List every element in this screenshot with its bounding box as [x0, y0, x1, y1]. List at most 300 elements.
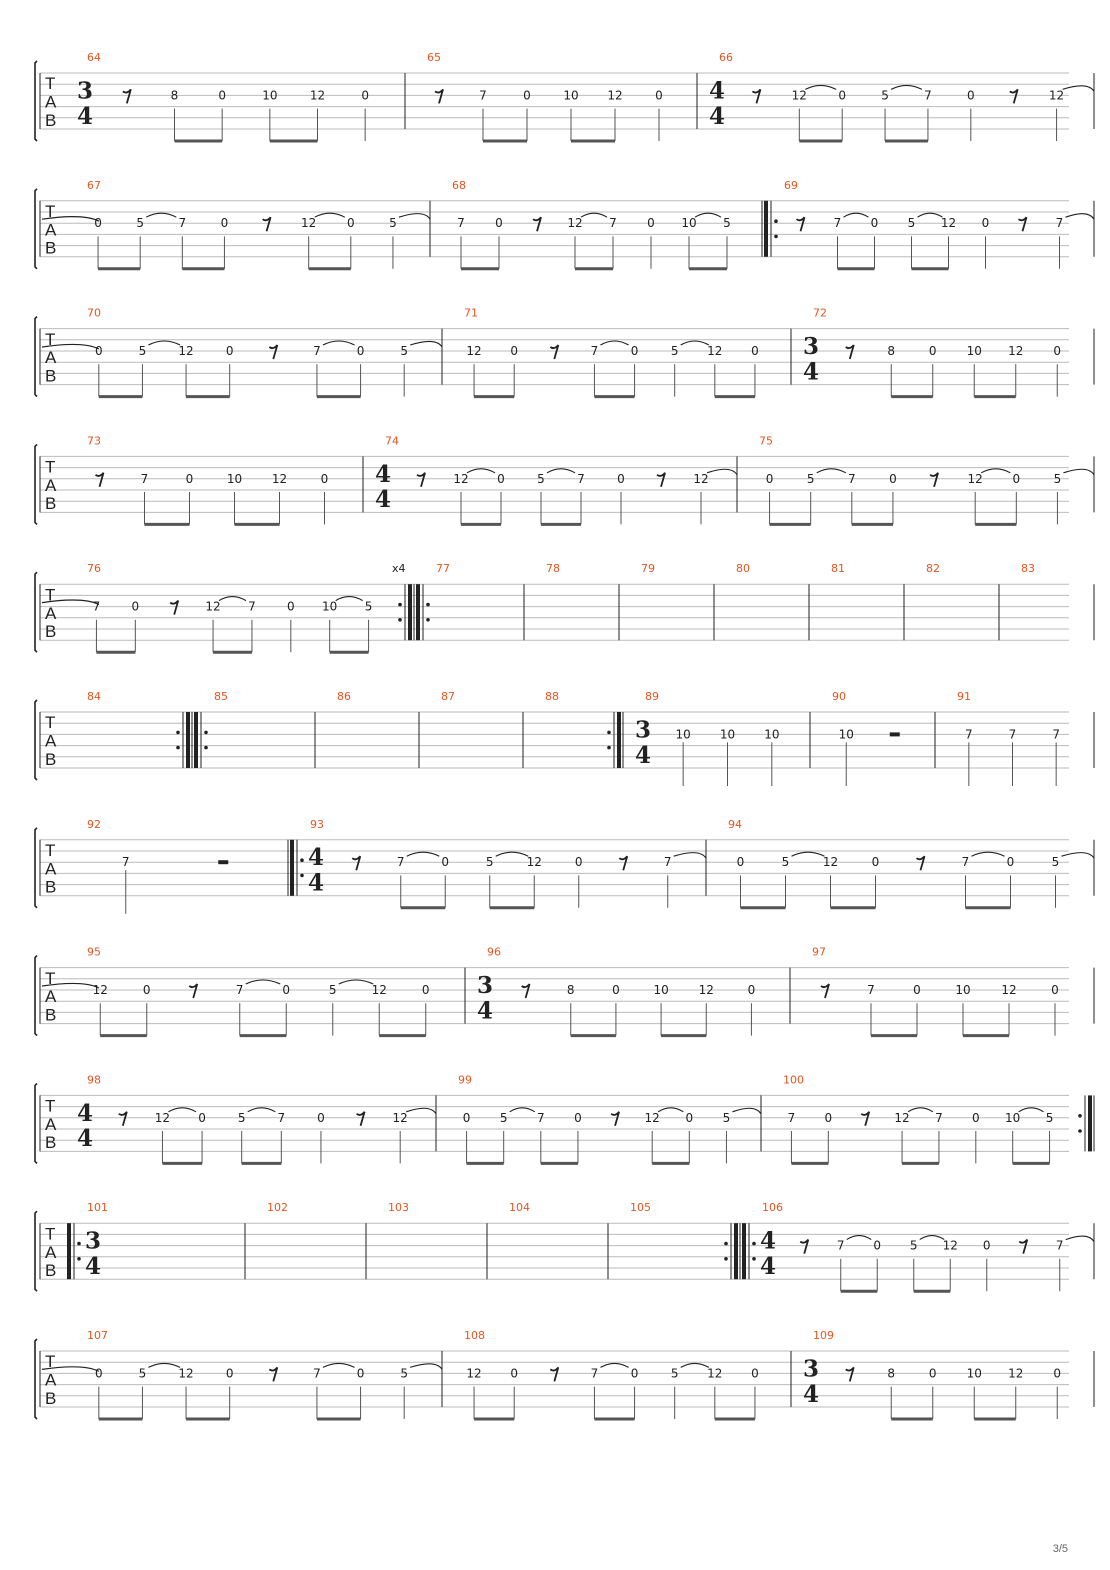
measure-number: 100: [783, 1073, 804, 1087]
repeat-start-thick-bar: [742, 1223, 746, 1279]
tie-arc: [323, 1363, 355, 1367]
tie-arc: [805, 85, 836, 89]
eighth-rest: [435, 89, 443, 103]
fret-number: 5: [499, 1110, 508, 1125]
fret-number: 7: [833, 216, 842, 231]
half-rest: [890, 732, 900, 736]
fret-number: 0: [871, 855, 880, 870]
tab-clef-a: A: [45, 476, 57, 495]
fret-number: 5: [1045, 1110, 1054, 1125]
time-signature-bottom: 4: [85, 1253, 102, 1280]
fret-number: 0: [630, 344, 639, 358]
fret-number: 7: [609, 216, 617, 231]
fret-number: 5: [138, 1366, 147, 1381]
fret-number: 0: [574, 1110, 582, 1125]
measure-number: 94: [728, 817, 742, 831]
fret-number: 0: [982, 1238, 991, 1253]
fret-number: 7: [961, 855, 970, 870]
fret-number: 10: [262, 88, 278, 103]
measure-number: 72: [813, 306, 827, 320]
fret-number: 5: [781, 855, 790, 870]
fret-number: 0: [94, 1366, 103, 1381]
measure-number: 89: [645, 690, 659, 703]
fret-number: 0: [346, 216, 355, 231]
eighth-rest: [846, 345, 854, 359]
tie-arc: [844, 213, 869, 217]
fret-number: 7: [536, 1110, 545, 1125]
measure-number: 96: [487, 945, 501, 959]
tab-clef-t: T: [45, 1224, 56, 1244]
measure-number: 83: [1021, 562, 1035, 576]
fret-number: 0: [131, 599, 140, 614]
tab-clef-b: B: [45, 749, 57, 769]
fret-number: 8: [170, 88, 179, 103]
repeat-dot: [77, 1242, 81, 1246]
fret-number: 0: [612, 983, 620, 997]
eighth-rest: [119, 1112, 127, 1126]
measure-number: 91: [957, 690, 971, 703]
fret-number: 12: [822, 855, 839, 870]
fret-number: 0: [286, 599, 295, 614]
eighth-rest: [930, 473, 938, 487]
fret-number: 5: [400, 344, 409, 358]
fret-number: 0: [320, 471, 329, 486]
tab-clef-a: A: [45, 731, 57, 751]
fret-number: 10: [955, 983, 971, 997]
fret-number: 12: [154, 1110, 171, 1125]
time-signature-top: 4: [308, 844, 325, 872]
fret-number: 12: [707, 344, 723, 358]
fret-number: 12: [1008, 1366, 1024, 1381]
time-signature-top: 3: [803, 333, 820, 360]
measure-number: 78: [546, 562, 560, 576]
tab-clef-t: T: [45, 585, 56, 605]
eighth-rest: [861, 1112, 869, 1126]
repeat-start-thick-bar: [764, 201, 768, 257]
fret-number: 0: [356, 1366, 365, 1381]
tab-clef-a: A: [45, 859, 57, 879]
measure-number: 101: [87, 1201, 108, 1215]
tab-clef-t: T: [45, 202, 56, 221]
fret-number: 12: [707, 1366, 723, 1381]
fret-number: 12: [1001, 983, 1017, 997]
tab-clef-b: B: [45, 622, 57, 641]
fret-number: 12: [178, 1366, 194, 1381]
system-bracket: [35, 1339, 37, 1419]
system-bracket: [35, 189, 37, 269]
fret-number: 0: [870, 216, 879, 231]
fret-number: 0: [574, 855, 583, 870]
time-signature-top: 4: [760, 1227, 777, 1255]
time-signature-top: 4: [375, 460, 392, 488]
fret-number: 12: [371, 983, 387, 997]
tab-clef-t: T: [45, 968, 56, 988]
eighth-rest: [917, 856, 925, 870]
fret-number: 7: [140, 471, 149, 486]
fret-number: 7: [590, 1366, 599, 1381]
fret-number: 7: [178, 216, 187, 231]
measure-number: 69: [784, 178, 798, 192]
tab-clef-a: A: [45, 220, 57, 240]
eighth-rest: [619, 856, 627, 870]
fret-number: 5: [670, 1366, 679, 1381]
fret-number: 0: [838, 88, 847, 103]
tab-clef-a: A: [45, 987, 57, 1007]
fret-number: 0: [765, 471, 774, 486]
fret-number: 5: [722, 1110, 731, 1125]
measure-number: 92: [87, 817, 101, 831]
fret-number: 12: [1008, 344, 1024, 358]
measure-number: 105: [630, 1201, 651, 1215]
tab-clef-b: B: [45, 238, 57, 258]
tie-arc: [707, 469, 737, 475]
tie-arc: [1066, 214, 1095, 220]
time-signature-top: 4: [709, 77, 726, 105]
fret-number: 5: [1053, 471, 1062, 486]
fret-number: 7: [590, 344, 599, 358]
eighth-rest: [611, 1112, 619, 1126]
tie-arc: [1066, 1236, 1094, 1242]
tie-arc: [1063, 86, 1094, 92]
time-signature-top: 3: [85, 1227, 102, 1255]
eighth-rest: [352, 856, 360, 870]
fret-number: 10: [966, 1366, 982, 1381]
fret-number: 12: [1048, 88, 1065, 103]
fret-number: 5: [537, 471, 545, 486]
tie-arc: [406, 1108, 436, 1114]
repeat-dot: [724, 1257, 728, 1261]
repeat-start-thick-bar: [290, 840, 294, 896]
repeat-end-thick-bar: [1088, 1095, 1092, 1151]
system-bracket: [35, 828, 37, 908]
eighth-rest: [800, 1240, 808, 1254]
tie-arc: [1019, 1108, 1044, 1112]
eighth-rest: [123, 89, 131, 103]
eighth-rest: [797, 217, 805, 231]
repeat-start-thick-bar: [194, 712, 198, 768]
tie-arc: [920, 1236, 945, 1240]
tab-clef-t: T: [45, 1096, 56, 1116]
page-number: 3/5: [1052, 1543, 1068, 1555]
measure-number: 75: [759, 434, 773, 448]
measure-number: 80: [736, 562, 750, 576]
repeat-dot: [774, 235, 778, 239]
eighth-rest: [533, 217, 541, 231]
fret-number: 7: [1055, 216, 1064, 231]
tab-clef-b: B: [45, 877, 57, 897]
fret-number: 0: [510, 1366, 519, 1381]
fret-number: 7: [313, 1366, 321, 1381]
fret-number: 0: [356, 344, 365, 358]
tie-arc: [496, 852, 529, 856]
fret-number: 5: [907, 216, 916, 231]
fret-number: 0: [94, 344, 103, 358]
time-signature-top: 3: [803, 1355, 820, 1383]
fret-number: 10: [653, 983, 669, 997]
fret-number: 0: [913, 983, 921, 997]
fret-number: 12: [92, 983, 108, 997]
fret-number: 0: [94, 216, 102, 231]
fret-number: 0: [685, 1110, 694, 1125]
fret-number: 7: [479, 88, 487, 103]
fret-number: 12: [942, 1238, 958, 1253]
fret-number: 7: [787, 1110, 796, 1125]
fret-number: 7: [1008, 727, 1017, 742]
fret-number: 5: [389, 216, 397, 231]
fret-number: 7: [92, 599, 101, 614]
time-signature-bottom: 4: [635, 741, 652, 769]
fret-number: 10: [764, 727, 780, 742]
fret-number: 12: [567, 216, 583, 231]
repeat-start-thick-bar: [416, 584, 420, 640]
tie-arc: [510, 1108, 535, 1112]
eighth-rest: [522, 984, 530, 998]
tab-clef-t: T: [45, 841, 56, 860]
tab-clef-a: A: [45, 92, 57, 112]
repeat-dot: [752, 1257, 756, 1261]
fret-number: 5: [909, 1238, 918, 1253]
tab-clef-a: A: [45, 1115, 57, 1134]
fret-number: 0: [966, 88, 975, 103]
tie-arc: [817, 469, 846, 473]
fret-number: 5: [485, 855, 494, 870]
fret-number: 5: [881, 88, 889, 103]
measure-number: 97: [812, 945, 826, 959]
fret-number: 0: [1051, 983, 1059, 997]
tie-arc: [792, 852, 825, 856]
eighth-rest: [1019, 217, 1027, 231]
fret-number: 10: [322, 599, 338, 614]
repeat-end-thick-bar: [408, 584, 412, 640]
fret-number: 7: [313, 344, 321, 358]
fret-number: 12: [178, 344, 194, 358]
fret-number: 0: [971, 1110, 980, 1125]
fret-number: 5: [1051, 855, 1060, 870]
repeat-dot: [752, 1242, 756, 1246]
system-bracket: [35, 317, 37, 397]
repeat-start-thick-bar: [67, 1223, 71, 1279]
tie-arc: [323, 341, 355, 345]
fret-number: 12: [607, 88, 623, 103]
measure-number: 86: [337, 690, 351, 703]
measure-number: 71: [464, 306, 478, 320]
measure-number: 104: [509, 1201, 530, 1215]
fret-number: 10: [838, 727, 854, 742]
tab-clef-a: A: [45, 1370, 57, 1390]
measure-number: 95: [87, 945, 101, 959]
time-signature-bottom: 4: [375, 486, 392, 514]
fret-number: 7: [577, 471, 585, 486]
system-bracket: [35, 1211, 37, 1291]
fret-number: 0: [981, 216, 990, 231]
tab-clef-t: T: [45, 329, 56, 349]
measure-number: 82: [926, 562, 940, 576]
measure-number: 88: [545, 690, 559, 703]
fret-number: 10: [226, 471, 243, 486]
tie-arc: [146, 213, 176, 217]
fret-number: 0: [747, 983, 756, 997]
tie-arc: [410, 341, 442, 347]
fret-number: 12: [466, 344, 482, 358]
time-signature-top: 3: [477, 972, 494, 999]
tie-arc: [908, 1108, 933, 1112]
fret-number: 12: [698, 983, 714, 997]
fret-number: 0: [928, 344, 937, 358]
tab-clef-b: B: [45, 1261, 57, 1280]
system-bracket: [35, 61, 37, 141]
fret-number: 0: [142, 983, 151, 997]
tab-clef-b: B: [45, 1388, 57, 1408]
fret-number: 7: [277, 1110, 286, 1125]
fret-number: 7: [1055, 1238, 1064, 1253]
fret-number: 12: [466, 1366, 482, 1381]
tie-arc: [339, 980, 374, 984]
measure-number: 73: [87, 434, 101, 448]
time-signature-bottom: 4: [77, 102, 94, 130]
eighth-rest: [657, 473, 665, 487]
tie-arc: [695, 213, 721, 217]
fret-number: 7: [924, 88, 932, 103]
fret-number: 7: [235, 983, 244, 997]
fret-number: 0: [198, 1110, 206, 1125]
repeat-end-thick-bar: [617, 712, 621, 768]
eighth-rest: [1010, 89, 1018, 103]
eighth-rest: [550, 1367, 558, 1381]
fret-number: 0: [282, 983, 291, 997]
fret-number: 12: [894, 1110, 910, 1125]
fret-number: 12: [693, 471, 709, 486]
fret-number: 5: [723, 216, 731, 231]
measure-number: 74: [385, 434, 399, 448]
fret-number: 7: [965, 727, 973, 742]
tie-arc: [600, 341, 628, 345]
fret-number: 0: [647, 216, 655, 231]
tie-arc: [410, 1364, 442, 1370]
fret-number: 0: [361, 88, 369, 103]
fret-number: 12: [392, 1110, 408, 1125]
tab-clef-a: A: [45, 348, 57, 368]
tie-arc: [148, 341, 180, 345]
measure-number: 85: [214, 690, 228, 703]
fret-number: 0: [630, 1366, 639, 1381]
tie-arc: [1063, 469, 1094, 475]
tab-clef-t: T: [45, 74, 56, 94]
time-signature-bottom: 4: [709, 102, 726, 130]
tie-arc: [681, 341, 709, 345]
repeat-dot: [176, 731, 180, 735]
measure-number: 67: [87, 178, 101, 192]
fret-number: 0: [824, 1110, 833, 1125]
measure-number: 81: [831, 562, 845, 576]
eighth-rest: [417, 473, 425, 487]
tab-clef-t: T: [45, 1352, 56, 1372]
tab-clef-b: B: [45, 494, 57, 514]
tie-arc: [467, 469, 495, 473]
fret-number: 7: [847, 471, 856, 486]
tie-arc: [600, 1363, 628, 1367]
fret-number: 7: [457, 216, 465, 231]
eighth-rest: [170, 601, 178, 615]
fret-number: 12: [301, 216, 317, 231]
tie-arc: [674, 853, 706, 859]
fret-number: 12: [453, 471, 469, 486]
tie-arc: [246, 980, 281, 984]
measure-number: 98: [87, 1073, 101, 1087]
fret-number: 0: [751, 1366, 759, 1381]
repeat-count: x4: [392, 562, 406, 576]
repeat-dot: [426, 618, 430, 622]
repeat-dot: [204, 746, 208, 750]
fret-number: 0: [1053, 1366, 1062, 1381]
fret-number: 10: [681, 216, 697, 231]
system-bracket: [35, 1083, 37, 1163]
repeat-dot: [1078, 1129, 1082, 1133]
fret-number: 7: [935, 1110, 943, 1125]
fret-number: 0: [1012, 471, 1021, 486]
tie-arc: [981, 469, 1010, 473]
measure-number: 102: [267, 1201, 288, 1215]
measure-number: 79: [641, 562, 655, 576]
repeat-end-thick-bar: [186, 712, 190, 768]
tie-arc: [547, 469, 575, 473]
system-bracket: [35, 444, 37, 524]
measure-number: 77: [436, 562, 450, 576]
fret-number: 12: [309, 88, 326, 103]
system-bracket: [35, 572, 37, 652]
fret-number: 12: [526, 855, 542, 870]
fret-number: 12: [940, 216, 957, 231]
fret-number: 10: [719, 727, 736, 742]
fret-number: 5: [237, 1110, 246, 1125]
repeat-dot: [204, 731, 208, 735]
time-signature-bottom: 4: [308, 869, 325, 897]
tie-arc: [681, 1363, 709, 1367]
fret-number: 12: [205, 599, 221, 614]
tie-arc: [972, 852, 1005, 856]
half-rest: [218, 860, 228, 864]
tab-clef-a: A: [45, 1242, 57, 1262]
eighth-rest: [821, 984, 829, 998]
tie-arc: [1062, 853, 1095, 859]
tab-clef-t: T: [45, 713, 56, 733]
tab-clef-b: B: [45, 110, 57, 130]
fret-number: 0: [225, 1366, 234, 1381]
measure-number: 103: [388, 1201, 409, 1215]
fret-number: 10: [675, 727, 691, 742]
time-signature-bottom: 4: [77, 1125, 94, 1153]
fret-number: 0: [617, 471, 625, 486]
fret-number: 12: [791, 88, 807, 103]
tab-clef-b: B: [45, 1133, 57, 1153]
repeat-dot: [398, 618, 402, 622]
fret-number: 0: [736, 855, 745, 870]
eighth-rest: [263, 217, 271, 231]
fret-number: 8: [887, 344, 896, 358]
fret-number: 0: [462, 1110, 471, 1125]
fret-number: 5: [138, 344, 147, 358]
fret-number: 7: [663, 855, 672, 870]
fret-number: 5: [806, 471, 815, 486]
tab-clef-a: A: [45, 603, 57, 623]
tie-arc: [891, 85, 922, 89]
measure-number: 107: [87, 1329, 108, 1342]
tie-arc: [658, 1108, 683, 1112]
tie-arc: [315, 213, 345, 217]
measure-number: 106: [762, 1201, 783, 1215]
fret-number: 0: [185, 471, 194, 486]
fret-number: 5: [670, 344, 679, 358]
fret-number: 0: [495, 216, 503, 231]
